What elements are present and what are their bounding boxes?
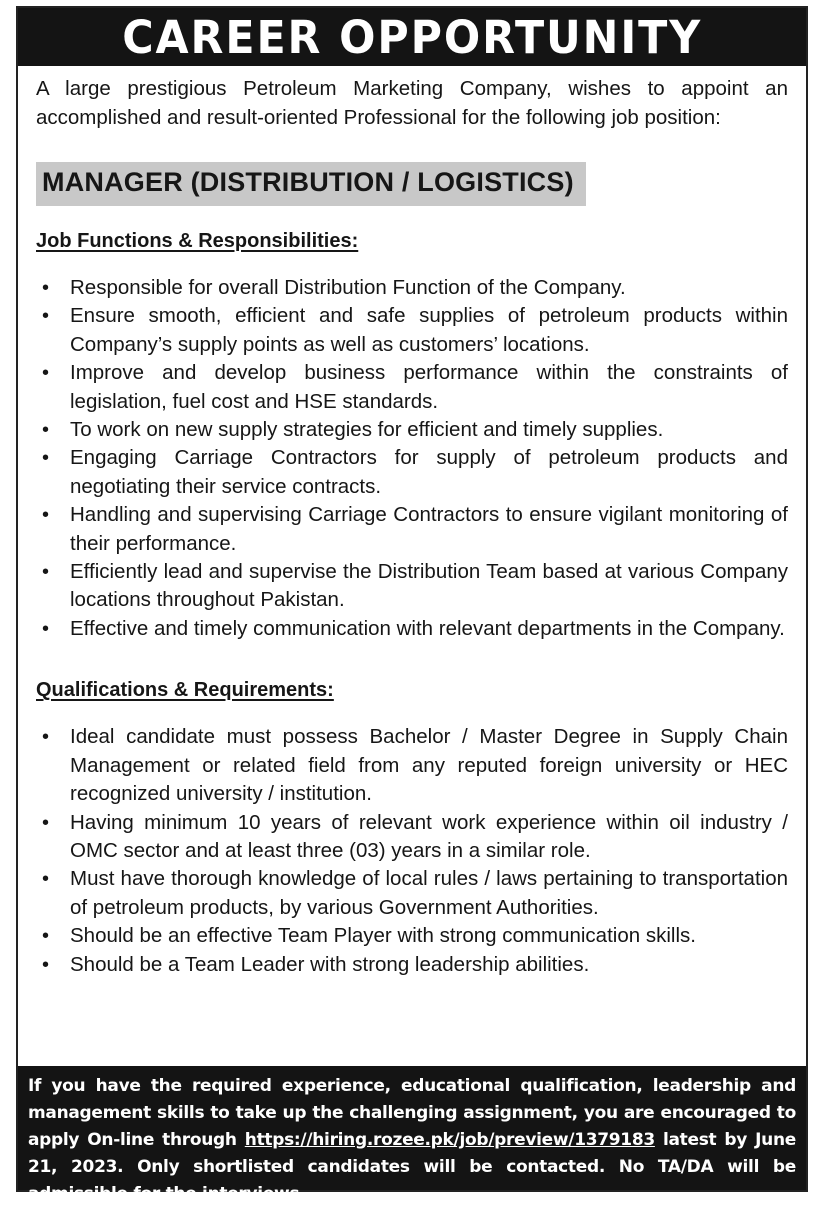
qualifications-heading: Qualifications & Requirements: [36, 679, 334, 702]
bullet-icon: • [42, 504, 50, 527]
list-item [36, 865, 788, 922]
bullet-icon: • [42, 419, 50, 442]
list-item-text: To work on new supply strategies for efficient and timely supplies. [70, 418, 664, 442]
bullet-icon: • [42, 561, 50, 584]
responsibilities-heading: Job Functions & Responsibilities: [36, 230, 359, 252]
position-title: MANAGER (DISTRIBUTION / LOGISTICS) [36, 162, 586, 206]
ad-title: CAREER OPPORTUNITY [122, 10, 702, 64]
list-item [36, 359, 788, 416]
list-item [36, 444, 788, 501]
qualifications-list [36, 723, 788, 979]
application-link[interactable]: https://hiring.rozee.pk/job/preview/1379183 [244, 1130, 655, 1150]
list-item [36, 558, 788, 615]
intro-paragraph: A large prestigious Petroleum Marketing Company, wishes to appoint an accomplished and result-oriented Professional for the following job position: [36, 77, 788, 129]
bullet-icon: • [42, 277, 50, 299]
list-item-text: Efficiently lead and supervise the Distribution Team based at various Company locations throughout Pakistan. [70, 560, 788, 612]
list-item-text: Should be an effective Team Player with strong communication skills. [70, 924, 696, 948]
list-item [36, 501, 788, 558]
bullet-icon: • [42, 953, 50, 976]
bullet-icon: • [42, 868, 50, 891]
list-item-text: Having minimum 10 years of relevant work experience within oil industry / OMC sector and at least three (03) years in a similar role. [70, 810, 788, 862]
list-item-text: Improve and develop business performance within the constraints of legislation, fuel cost and HSE standards. [70, 361, 788, 413]
list-item-text: Engaging Carriage Contractors for supply of petroleum products and negotiating their service contracts. [70, 446, 788, 498]
list-item [36, 922, 788, 950]
bullet-icon: • [42, 305, 50, 328]
list-item-text: Ensure smooth, efficient and safe supplies of petroleum products within Company’s supply points as well as customers’ locations. [70, 304, 788, 356]
list-item [36, 274, 788, 302]
list-item-text: Handling and supervising Carriage Contractors to ensure vigilant monitoring of their performance. [70, 503, 788, 555]
bullet-icon: • [42, 617, 50, 640]
footer-text-before: If you have the required experience, educational qualification, leadership and management skills to take up the challenging assignment, you are encouraged to apply On-line through [28, 1076, 796, 1150]
list-item [36, 951, 788, 979]
list-item-text: Ideal candidate must possess Bachelor / Master Degree in Supply Chain Management or related field from any reputed foreign university or HEC recognized university / institution. [70, 725, 788, 806]
application-instructions [18, 1066, 806, 1204]
list-item-text: Effective and timely communication with relevant departments in the Company. [70, 616, 785, 640]
bullet-icon: • [42, 811, 50, 834]
list-item [36, 302, 788, 359]
bullet-icon: • [42, 726, 50, 749]
bullet-icon: • [42, 447, 50, 470]
list-item-text: Should be a Team Leader with strong leadership abilities. [70, 952, 590, 976]
responsibilities-list [36, 274, 788, 643]
job-advertisement [16, 6, 808, 1204]
bullet-icon: • [42, 362, 50, 385]
bullet-icon: • [42, 925, 50, 948]
list-item-text: Responsible for overall Distribution Function of the Company. [70, 276, 626, 299]
list-item-text: Must have thorough knowledge of local rules / laws pertaining to transportation of petroleum products, by various Government Authorities. [70, 867, 788, 919]
list-item [36, 615, 788, 643]
list-item [36, 723, 788, 808]
list-item [36, 416, 788, 444]
list-item [36, 809, 788, 866]
footer-text-after: latest by June 21, 2023. Only shortlisted candidates will be contacted. No TA/DA will be admissible for the interviews. [28, 1130, 796, 1204]
header-banner [18, 8, 806, 66]
